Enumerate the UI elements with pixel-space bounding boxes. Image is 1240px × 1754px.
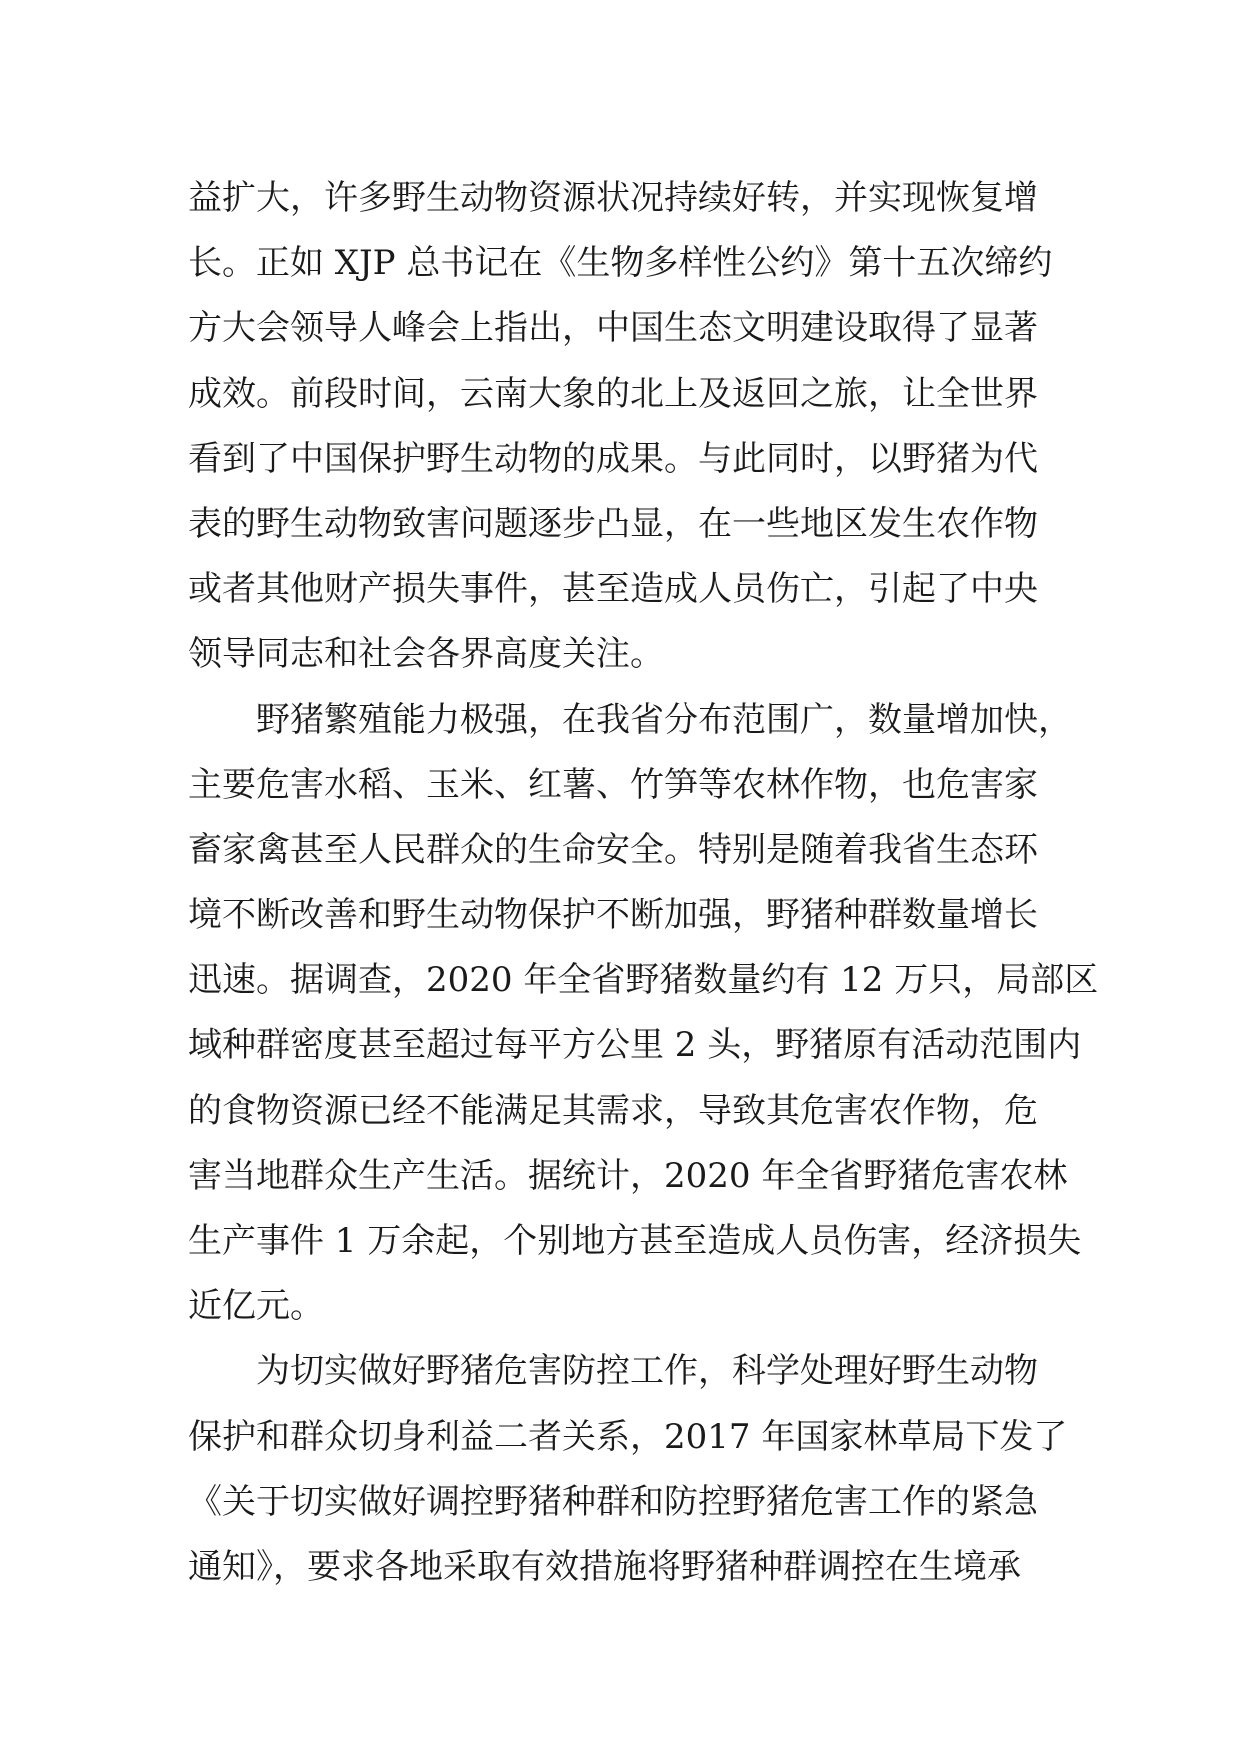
text-line: 长。正如 XJP 总书记在《生物多样性公约》第十五次缔约 <box>188 243 1053 284</box>
text-line: 主要危害水稻、玉米、红薯、竹笋等农林作物，也危害家 <box>188 764 1038 805</box>
text-line: 成效。前段时间，云南大象的北上及返回之旅，让全世界 <box>188 373 1038 414</box>
text-line: 野猪繁殖能力极强，在我省分布范围广，数量增加快， <box>188 699 1072 740</box>
text-line: 方大会领导人峰会上指出，中国生态文明建设取得了显著 <box>188 308 1038 349</box>
text-line: 通知》，要求各地采取有效措施将野猪种群调控在生境承 <box>188 1546 1021 1587</box>
text-line: 为切实做好野猪危害防控工作，科学处理好野生动物 <box>188 1351 1038 1392</box>
body-text <box>188 166 1099 1600</box>
text-line: 的食物资源已经不能满足其需求，导致其危害农作物，危 <box>188 1090 1038 1131</box>
text-line: 或者其他财产损失事件，甚至造成人员伤亡，引起了中央 <box>188 569 1038 610</box>
text-line: 看到了中国保护野生动物的成果。与此同时，以野猪为代 <box>188 438 1038 479</box>
text-line: 保护和群众切身利益二者关系，2017 年国家林草局下发了 <box>188 1416 1068 1457</box>
text-line: 域种群密度甚至超过每平方公里 2 头，野猪原有活动范围内 <box>188 1025 1082 1066</box>
text-line: 表的野生动物致害问题逐步凸显，在一些地区发生农作物 <box>188 503 1038 544</box>
text-line: 境不断改善和野生动物保护不断加强，野猪种群数量增长 <box>188 895 1038 936</box>
text-line: 近亿元。 <box>188 1286 324 1327</box>
text-line: 害当地群众生产生活。据统计，2020 年全省野猪危害农林 <box>188 1155 1068 1196</box>
text-line: 《关于切实做好调控野猪种群和防控野猪危害工作的紧急 <box>188 1481 1038 1522</box>
text-line: 迅速。据调查，2020 年全省野猪数量约有 12 万只，局部区 <box>188 960 1099 1001</box>
text-line: 生产事件 1 万余起，个别地方甚至造成人员伤害，经济损失 <box>188 1221 1082 1261</box>
text-line: 领导同志和社会各界高度关注。 <box>188 634 664 675</box>
text-line: 畜家禽甚至人民群众的生命安全。特别是随着我省生态环 <box>188 829 1038 870</box>
text-line: 益扩大，许多野生动物资源状况持续好转，并实现恢复增 <box>188 178 1038 218</box>
